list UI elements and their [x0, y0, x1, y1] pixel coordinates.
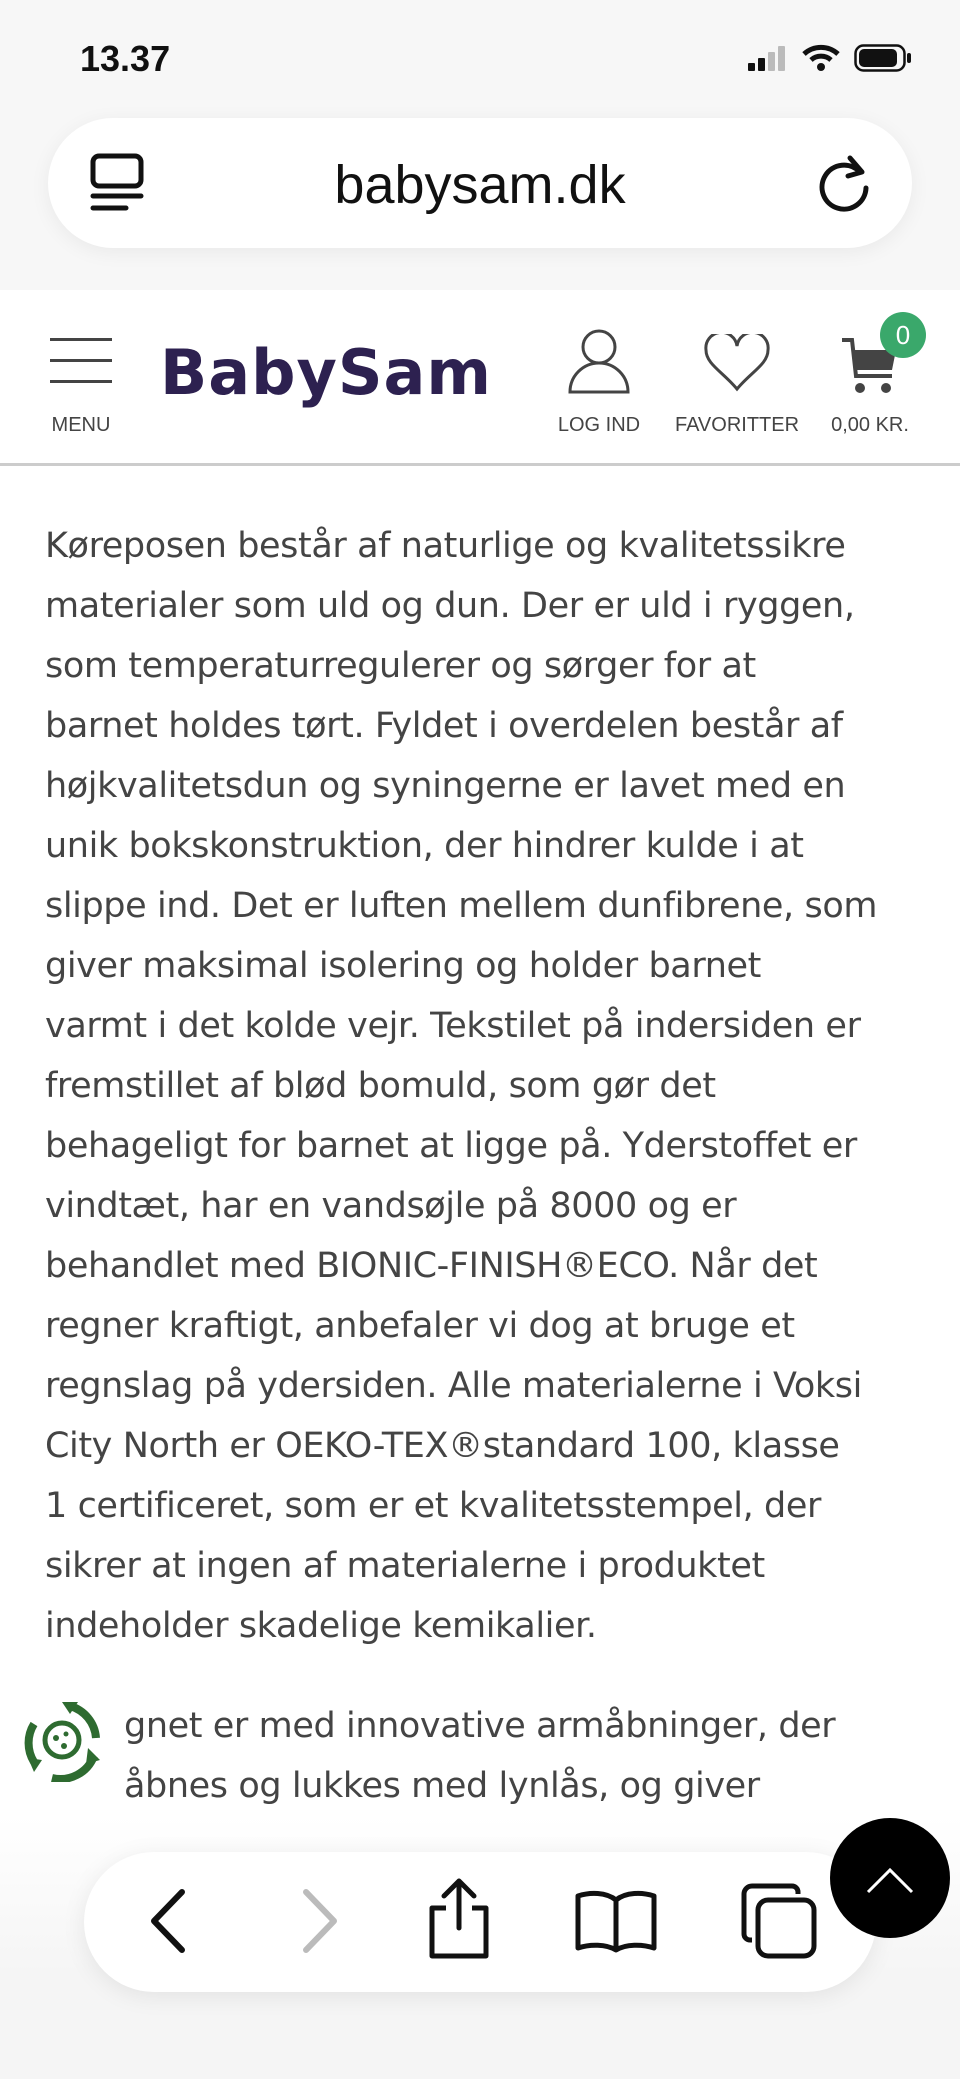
text-line: fremstillet af blød bomuld, som gør det — [45, 1066, 716, 1106]
product-description-continued — [124, 1696, 835, 1816]
wifi-icon — [802, 44, 840, 72]
cart-total: 0,00 KR. — [831, 414, 909, 436]
text-line: åbnes og lukkes med lynlås, og giver — [124, 1766, 760, 1806]
text-line: indeholder skadelige kemikalier. — [45, 1606, 597, 1646]
text-line: behandlet med BIONIC-FINISH®ECO. Når det — [45, 1246, 818, 1286]
text-line: vindtæt, har en vandsøjle på 8000 og er — [45, 1186, 737, 1226]
text-line: materialer som uld og dun. Der er uld i ryggen, — [45, 586, 855, 626]
tabs-icon[interactable] — [740, 1882, 820, 1962]
text-line: Køreposen består af naturlige og kvalitetssikre — [45, 526, 846, 566]
bookmarks-icon[interactable] — [574, 1888, 658, 1954]
reload-icon[interactable] — [814, 150, 874, 214]
forward-icon[interactable] — [294, 1886, 344, 1956]
text-line: City North er OEKO-TEX®standard 100, klasse — [45, 1426, 840, 1466]
text-line: giver maksimal isolering og holder barnet — [45, 946, 761, 986]
text-line: behageligt for barnet at ligge på. Yderstoffet er — [45, 1126, 857, 1166]
browser-toolbar — [84, 1852, 876, 1992]
site-header — [0, 290, 960, 466]
text-line: barnet holdes tørt. Fyldet i overdelen består af — [45, 706, 843, 746]
text-line: gnet er med innovative armåbninger, der — [124, 1706, 836, 1746]
text-line: sikrer at ingen af materialerne i produktet — [45, 1546, 765, 1586]
signal-icon — [748, 45, 788, 71]
status-bar — [0, 0, 960, 110]
text-line: som temperaturregulerer og sørger for at — [45, 646, 756, 686]
favorites-label: FAVORITTER — [674, 414, 800, 436]
favorites-button[interactable] — [674, 334, 800, 436]
heart-icon — [703, 334, 771, 392]
menu-button[interactable] — [50, 336, 112, 436]
text-line: slippe ind. Det er luften mellem dunfibrene, som — [45, 886, 878, 926]
battery-icon — [854, 44, 912, 72]
login-button[interactable] — [557, 328, 641, 436]
text-line: varmt i det kolde vejr. Tekstilet på indersiden er — [45, 1006, 861, 1046]
product-description — [45, 516, 925, 1656]
user-icon — [566, 328, 632, 394]
scroll-to-top-button[interactable] — [830, 1818, 950, 1938]
address-bar[interactable] — [48, 118, 912, 248]
chevron-up-icon — [830, 1818, 950, 1938]
text-line: regnslag på ydersiden. Alle materialerne i Voksi — [45, 1366, 862, 1406]
hamburger-icon — [50, 336, 112, 386]
text-line: regner kraftigt, anbefaler vi dog at bruge et — [45, 1306, 795, 1346]
login-label: LOG IND — [557, 414, 641, 436]
text-line: 1 certificeret, som er et kvalitetsstempel, der — [45, 1486, 821, 1526]
url-text[interactable]: babysam.dk — [334, 155, 626, 215]
share-icon[interactable] — [424, 1876, 494, 1962]
eco-recycle-icon[interactable] — [20, 1698, 104, 1782]
text-line: unik bokskonstruktion, der hindrer kulde i at — [45, 826, 804, 866]
back-icon[interactable] — [144, 1886, 194, 1956]
status-time: 13.37 — [80, 38, 171, 79]
babysam-logo[interactable]: BabySam — [160, 336, 492, 409]
cart-count-badge: 0 — [880, 312, 926, 358]
text-line: højkvalitetsdun og syningerne er lavet med en — [45, 766, 846, 806]
menu-label: MENU — [51, 414, 111, 436]
